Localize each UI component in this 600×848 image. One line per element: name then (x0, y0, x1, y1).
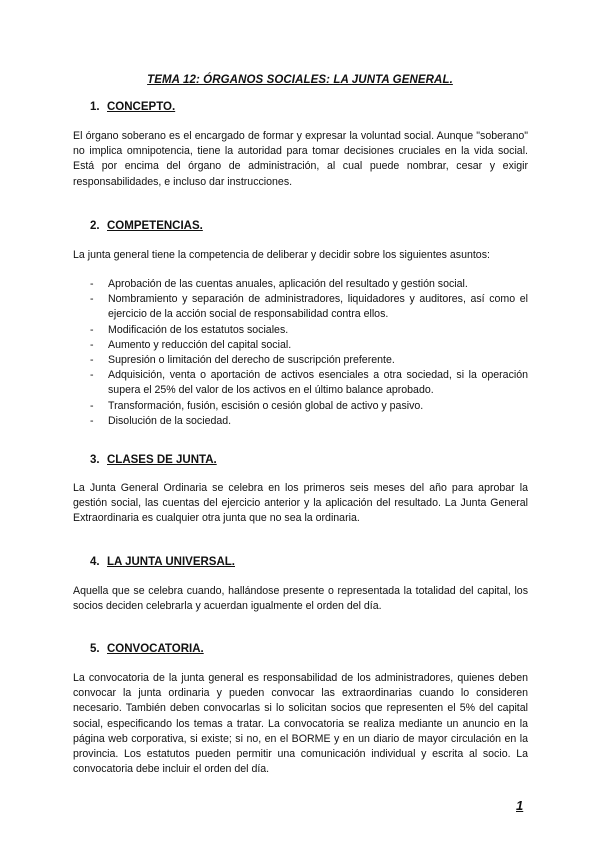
paragraph-competencias-intro: La junta general tiene la competencia de deliberar y decidir sobre los siguientes asuntos: (73, 249, 490, 261)
section-number: 4. (90, 556, 100, 568)
list-item (73, 414, 528, 429)
bullet-dash: - (90, 323, 94, 336)
list-item-text: Supresión o limitación del derecho de suscripción preferente. (108, 354, 395, 367)
section-number: 3. (90, 454, 100, 466)
bullet-dash: - (90, 293, 94, 306)
section-title: CLASES DE JUNTA. (107, 454, 217, 466)
bullet-dash: - (90, 338, 94, 351)
paragraph-junta-universal: Aquella que se celebra cuando, hallándose presente o representada la totalidad del capital, los socios deciden celebrarla y acuerdan igualmente el orden del día. (73, 585, 528, 613)
section-title: COMPETENCIAS. (107, 220, 203, 232)
list-item-text: Aprobación de las cuentas anuales, aplicación del resultado y gestión social. (108, 278, 468, 290)
paragraph-concepto: El órgano soberano es el encargado de formar y expresar la voluntad social. Aunque "soberano" no implica omnipotencia, tiene la autoridad para tomar decisiones cruciales en la vida social. Está por encima del órgano de administración, al cual puede nombrar, cesar y exigir responsabilidades, e incluso dar instrucciones. (73, 130, 528, 188)
bullet-dash: - (90, 369, 94, 382)
list-item-text: Nombramiento y separación de administradores, liquidadores y auditores, así como el ejercicio de la acción social de responsabilidad contra ellos. (108, 293, 528, 321)
section-heading-concepto (90, 101, 175, 113)
list-item-text: Disolución de la sociedad. (108, 414, 232, 427)
page-number: 1 (516, 798, 524, 813)
section-title: CONVOCATORIA. (107, 643, 204, 655)
bullet-dash: - (90, 399, 94, 412)
section-title: LA JUNTA UNIVERSAL. (107, 556, 235, 568)
list-item-text: Transformación, fusión, escisión o cesión global de activo y pasivo. (108, 399, 424, 412)
section-heading-competencias (90, 220, 203, 232)
list-item-text: Modificación de los estatutos sociales. (108, 323, 289, 336)
section-title: CONCEPTO. (107, 101, 176, 113)
section-heading-clases-de-junta (90, 454, 217, 466)
bullet-dash: - (90, 354, 94, 367)
document-title: TEMA 12: ÓRGANOS SOCIALES: LA JUNTA GENERAL. (147, 74, 453, 86)
paragraph-clases-de-junta: La Junta General Ordinaria se celebra en los primeros seis meses del año para aprobar la gestión social, las cuentas del ejercicio anterior y la aplicación del resultado. La Junta General Extraordinaria es cualquier otra junta que no sea la ordinaria. (73, 482, 528, 525)
bullet-dash: - (90, 414, 94, 427)
bullet-dash: - (90, 278, 94, 290)
paragraph-convocatoria: La convocatoria de la junta general es responsabilidad de los administradores, quienes deben convocar la junta ordinaria y pueden convocar las extraordinarias cuando lo consideren necesario. También deben convocarlas si lo solicitan socios que representen el 5% del capital social, especificando los temas a tratar. La convocatoria se realiza mediante un anuncio en la página web corporativa, si existe; si no, en el BORME y en un diario de mayor circulación en la provincia. Los estatutos pueden permitir una comunicación individual y escrita al socio. La convocatoria debe incluir el orden del día. (73, 672, 528, 776)
list-item (73, 399, 528, 414)
list-item (73, 368, 528, 398)
list-item (73, 292, 528, 322)
section-number: 1. (90, 101, 100, 113)
section-number: 2. (90, 220, 100, 232)
competencias-list (73, 277, 528, 429)
section-number: 5. (90, 643, 100, 655)
list-item (73, 277, 528, 292)
list-item (73, 353, 528, 368)
section-heading-junta-universal (90, 556, 235, 568)
list-item-text: Adquisición, venta o aportación de activos esenciales a otra sociedad, si la operación supera el 25% del valor de los activos en el último balance aprobado. (108, 369, 528, 397)
list-item (73, 323, 528, 338)
list-item-text: Aumento y reducción del capital social. (108, 338, 292, 351)
section-heading-convocatoria (90, 643, 204, 655)
list-item (73, 338, 528, 353)
